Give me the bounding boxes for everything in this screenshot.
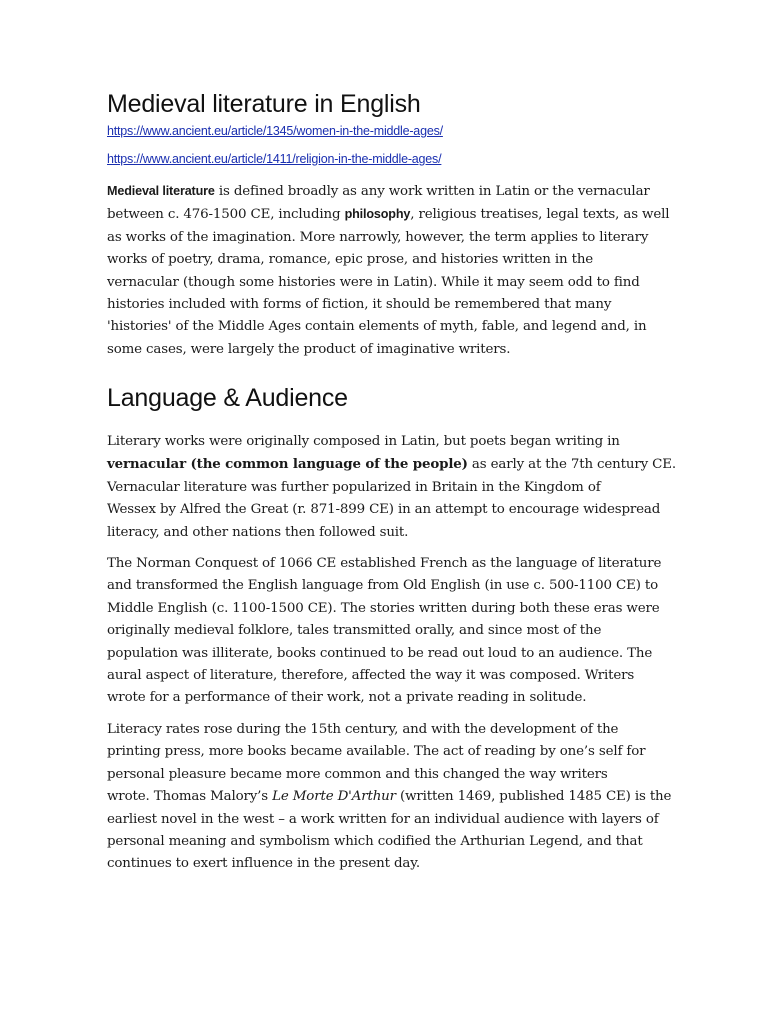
link-women-in-the-middle-ages[interactable]: https://www.ancient.eu/article/1345/women-in-the-middle-ages/ bbox=[107, 124, 443, 138]
intro-paragraph: Medieval literature is defined broadly as any work written in Latin or the vernacular between c. 476-1500 CE, including philosophy, religious treatises, legal texts, as well as works of the imagination. More narrowly, however, the term applies to literary works of poetry, drama, romance, epic prose, and histories written in the vernacular (though some histories were in Latin). While it may seem odd to find histories included with forms of fiction, it should be remembered that many 'histories' of the Middle Ages contain elements of myth, fable, and legend and, in some cases, were largely the product of imaginative writers. bbox=[107, 184, 670, 357]
section-heading: Language & Audience bbox=[107, 384, 348, 412]
link-religion-in-the-middle-ages[interactable]: https://www.ancient.eu/article/1411/religion-in-the-middle-ages/ bbox=[107, 152, 442, 166]
term-vernacular: vernacular (the common language of the people) bbox=[107, 456, 468, 473]
book-title-le-morte-darthur: Le Morte D'Arthur bbox=[272, 789, 396, 805]
paragraph-norman-conquest: The Norman Conquest of 1066 CE established French as the language of literature and transformed the English language from Old English (in use c. 500-1100 CE) to Middle English (c. 1100-1500 CE). The stories written during both these eras were originally medieval folklore, tales transmitted orally, and since most of the population was illiterate, books continued to be read out loud to an audience. The aural aspect of literature, therefore, affected the way it was composed. Writers wrote for a performance of their work, not a private reading in solitude. bbox=[107, 556, 662, 706]
paragraph-literacy: Literacy rates rose during the 15th century, and with the development of the printing press, more books became available. The act of reading by one’s self for personal pleasure became more common and this changed the way writers wrote. Thomas Malory’s Le Morte D'Arthur (written 1469, published 1485 CE) is the earliest novel in the west – a work written for an individual audience with layers of personal meaning and symbolism which codified the Arthurian Legend, and that continues to exert influence in the present day. bbox=[107, 722, 672, 872]
paragraph-language: Literary works were originally composed in Latin, but poets began writing in vernacular (the common language of the people) as early at the 7th century CE. Vernacular literature was further popularized in Britain in the Kingdom of Wessex by Alfred the Great (r. 871-899 CE) in an attempt to encourage widespread literacy, and other nations then followed suit. bbox=[107, 434, 676, 540]
page-title: Medieval literature in English bbox=[107, 90, 421, 118]
term-medieval-literature: Medieval literature bbox=[107, 184, 215, 198]
term-philosophy: philosophy bbox=[344, 207, 411, 222]
